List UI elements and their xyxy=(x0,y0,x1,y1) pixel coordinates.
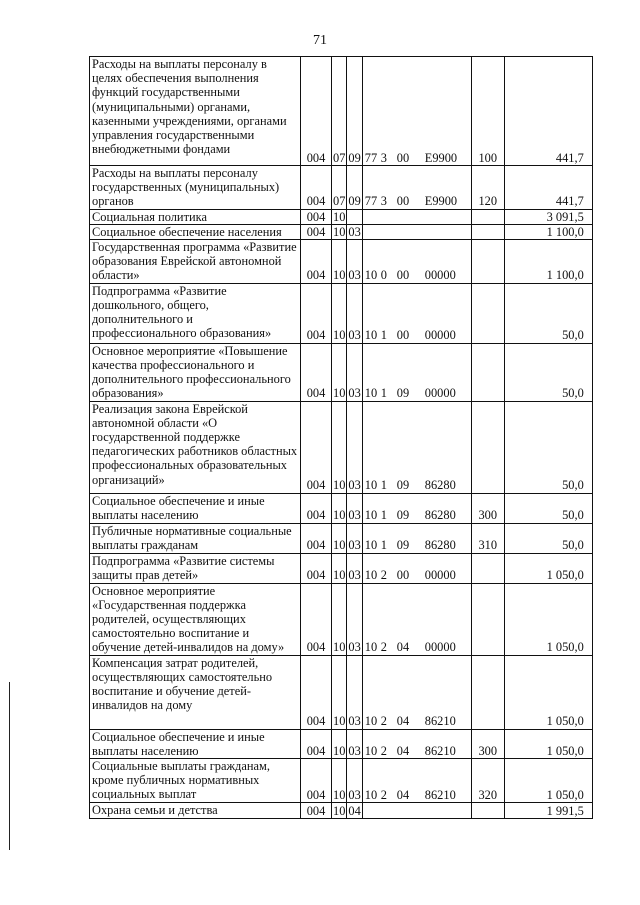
expense-type-cell xyxy=(471,401,504,493)
program-code-part: 09 xyxy=(396,386,410,401)
row-name-cell: Социальные выплаты гражданам, кроме публичных нормативных социальных выплат xyxy=(90,759,301,803)
admin-code-cell: 004 xyxy=(301,224,332,239)
subsection-code-cell: 04 xyxy=(348,803,361,818)
program-code-part: 09 xyxy=(396,508,410,523)
section-code-cell: 10 xyxy=(332,553,347,583)
program-code-part: 10 xyxy=(364,640,378,655)
expense-type-cell xyxy=(471,583,504,655)
program-code-part: 10 xyxy=(364,268,378,283)
section-code-cell: 10 xyxy=(332,283,347,343)
amount-cell: 1 991,5 xyxy=(504,803,592,819)
amount-cell: 50,0 xyxy=(504,343,592,401)
expense-type-cell xyxy=(471,283,504,343)
table-row xyxy=(90,493,593,523)
program-code-cell xyxy=(362,401,471,493)
row-name-cell: Подпрограмма «Развитие системы защиты прав детей» xyxy=(90,553,301,583)
program-code-part: 10 xyxy=(364,743,378,758)
amount-cell: 50,0 xyxy=(504,283,592,343)
admin-code-cell: 004 xyxy=(301,283,332,343)
subsection-code-cell: 03 xyxy=(347,283,362,343)
program-code-part: 00000 xyxy=(424,568,456,583)
table-row xyxy=(90,240,593,284)
program-code-part: Е9900 xyxy=(424,150,458,165)
expense-type-cell: 300 xyxy=(471,729,504,758)
program-code-cell xyxy=(362,224,471,239)
program-code-part: 09 xyxy=(396,478,410,493)
amount-cell: 50,0 xyxy=(504,401,592,493)
program-code-cell xyxy=(362,493,471,523)
expense-type-cell xyxy=(471,240,504,284)
table-row xyxy=(90,759,593,803)
program-code-part: 1 xyxy=(380,328,387,343)
program-code-part: 86210 xyxy=(424,787,456,802)
program-code-part: 0 xyxy=(380,268,387,283)
section-code-cell: 10 xyxy=(332,493,347,523)
program-code-part: 1 xyxy=(380,538,387,553)
table-row xyxy=(90,57,593,166)
program-code-part: 86210 xyxy=(424,743,456,758)
expense-type-cell xyxy=(471,343,504,401)
row-name-cell: Социальная политика xyxy=(90,209,301,224)
expense-type-cell: 120 xyxy=(471,166,504,210)
amount-cell: 1 100,0 xyxy=(504,224,592,239)
subsection-code-cell: 09 xyxy=(347,57,362,166)
expense-type-cell xyxy=(471,803,504,819)
section-code-cell: 10 xyxy=(333,224,346,239)
table-row xyxy=(90,401,593,493)
section-code-cell: 10 xyxy=(332,583,347,655)
amount-cell: 50,0 xyxy=(504,523,592,553)
admin-code-cell: 004 xyxy=(301,729,332,758)
program-code-cell xyxy=(362,166,471,210)
section-code-cell: 10 xyxy=(332,729,347,758)
subsection-code-cell: 03 xyxy=(347,493,362,523)
expense-type-cell: 310 xyxy=(471,523,504,553)
subsection-code-cell: 03 xyxy=(347,240,362,284)
program-code-part: 10 xyxy=(364,508,378,523)
table-row xyxy=(90,655,593,729)
admin-code-cell: 004 xyxy=(301,57,332,166)
program-code-cell xyxy=(362,240,471,284)
row-name-cell: Публичные нормативные социальные выплаты гражданам xyxy=(90,523,301,553)
subsection-code-cell: 03 xyxy=(347,343,362,401)
budget-table xyxy=(89,56,593,819)
program-code-part: 04 xyxy=(396,640,410,655)
program-code-part: 00000 xyxy=(424,386,456,401)
row-name-cell: Компенсация затрат родителей, осуществляющих самостоятельно воспитание и обучение детей-инвалидов на дому xyxy=(90,655,301,729)
section-code-cell: 10 xyxy=(332,343,347,401)
margin-line xyxy=(9,682,10,850)
expense-type-cell: 300 xyxy=(471,493,504,523)
amount-cell: 1 100,0 xyxy=(504,240,592,284)
subsection-code-cell: 03 xyxy=(347,401,362,493)
amount-cell: 1 050,0 xyxy=(504,655,592,729)
program-code-part: 10 xyxy=(364,714,378,729)
row-name-cell: Подпрограмма «Развитие дошкольного, общего, дополнительного и профессионального образования» xyxy=(90,283,301,343)
program-code-part: 3 xyxy=(380,194,387,209)
expense-type-cell xyxy=(471,224,504,239)
program-code-part: 09 xyxy=(396,538,410,553)
table-row xyxy=(90,209,593,224)
program-code-part: 2 xyxy=(380,568,387,583)
row-name-cell: Охрана семьи и детства xyxy=(90,803,301,819)
admin-code-cell: 004 xyxy=(301,343,332,401)
admin-code-cell: 004 xyxy=(301,240,332,284)
program-code-part: 00000 xyxy=(424,328,456,343)
program-code-part: 3 xyxy=(380,150,387,165)
subsection-code-cell: 09 xyxy=(347,166,362,210)
admin-code-cell: 004 xyxy=(301,655,332,729)
program-code-part: 2 xyxy=(380,743,387,758)
subsection-code-cell: 03 xyxy=(347,655,362,729)
subsection-code-cell: 03 xyxy=(347,729,362,758)
admin-code-cell: 004 xyxy=(301,209,332,224)
section-code-cell: 10 xyxy=(332,240,347,284)
amount-cell: 1 050,0 xyxy=(504,583,592,655)
section-code-cell: 10 xyxy=(332,401,347,493)
program-code-part: 2 xyxy=(380,787,387,802)
program-code-part: 00000 xyxy=(424,268,456,283)
table-row xyxy=(90,729,593,758)
admin-code-cell: 004 xyxy=(301,401,332,493)
admin-code-cell: 004 xyxy=(301,553,332,583)
amount-cell: 3 091,5 xyxy=(504,209,592,224)
table-row xyxy=(90,523,593,553)
page-number: 71 xyxy=(313,33,327,48)
admin-code-cell: 004 xyxy=(301,166,332,210)
subsection-code-cell: 03 xyxy=(347,759,362,803)
row-name-cell: Социальное обеспечение и иные выплаты населению xyxy=(90,729,301,758)
table-row xyxy=(90,583,593,655)
section-code-cell: 10 xyxy=(332,655,347,729)
program-code-part: 77 xyxy=(364,194,378,209)
program-code-part: 86210 xyxy=(424,714,456,729)
program-code-cell xyxy=(362,729,471,758)
admin-code-cell: 004 xyxy=(301,583,332,655)
expense-type-cell xyxy=(471,655,504,729)
program-code-cell xyxy=(362,655,471,729)
subsection-code-cell xyxy=(347,209,362,224)
section-code-cell: 10 xyxy=(332,523,347,553)
admin-code-cell: 004 xyxy=(301,523,332,553)
program-code-part: 10 xyxy=(364,787,378,802)
program-code-part: 10 xyxy=(364,568,378,583)
program-code-part: Е9900 xyxy=(424,194,458,209)
table-row xyxy=(90,553,593,583)
program-code-part: 1 xyxy=(380,478,387,493)
amount-cell: 1 050,0 xyxy=(504,759,592,803)
expense-type-cell xyxy=(471,209,504,224)
subsection-code-cell: 03 xyxy=(348,224,361,239)
program-code-part: 86280 xyxy=(424,478,456,493)
program-code-part: 86280 xyxy=(424,508,456,523)
amount-cell: 441,7 xyxy=(504,57,592,166)
program-code-part: 86280 xyxy=(424,538,456,553)
expense-type-cell: 100 xyxy=(471,57,504,166)
program-code-part: 00 xyxy=(396,194,410,209)
program-code-part: 10 xyxy=(364,478,378,493)
program-code-part: 77 xyxy=(364,150,378,165)
row-name-cell: Государственная программа «Развитие образования Еврейской автономной области» xyxy=(90,240,301,284)
program-code-part: 00 xyxy=(396,150,410,165)
amount-cell: 50,0 xyxy=(504,493,592,523)
table-row xyxy=(90,283,593,343)
admin-code-cell: 004 xyxy=(301,493,332,523)
section-code-cell: 10 xyxy=(333,209,346,224)
amount-cell: 1 050,0 xyxy=(504,729,592,758)
program-code-cell xyxy=(362,343,471,401)
program-code-part: 04 xyxy=(396,787,410,802)
program-code-part: 10 xyxy=(364,386,378,401)
program-code-part: 00000 xyxy=(424,640,456,655)
program-code-cell xyxy=(362,283,471,343)
section-code-cell: 10 xyxy=(332,759,347,803)
program-code-part: 04 xyxy=(396,714,410,729)
program-code-part: 04 xyxy=(396,743,410,758)
program-code-cell xyxy=(362,57,471,166)
table-row xyxy=(90,166,593,210)
program-code-cell xyxy=(362,523,471,553)
amount-cell: 1 050,0 xyxy=(504,553,592,583)
table-row xyxy=(90,224,593,239)
program-code-cell xyxy=(362,209,471,224)
row-name-cell: Реализация закона Еврейской автономной области «О государственной поддержке педагогических работников областных профессиональных образовательных организаций» xyxy=(90,401,301,493)
row-name-cell: Основное мероприятие «Повышение качества профессионального и дополнительного профессионального образования» xyxy=(90,343,301,401)
row-name-cell: Социальное обеспечение и иные выплаты населению xyxy=(90,493,301,523)
section-code-cell: 10 xyxy=(333,803,346,818)
expense-type-cell: 320 xyxy=(471,759,504,803)
row-name-cell: Социальное обеспечение населения xyxy=(90,224,301,239)
row-name-cell: Расходы на выплаты персоналу в целях обеспечения выполнения функций государственными (муниципальными) органами, казенными учреждениями, органами управления государственными внебюджетными фондами xyxy=(90,57,301,166)
subsection-code-cell: 03 xyxy=(347,523,362,553)
row-name-cell: Основное мероприятие «Государственная поддержка родителей, осуществляющих самостоятельно воспитание и обучение детей-инвалидов на дому» xyxy=(90,583,301,655)
table-row xyxy=(90,803,593,819)
expense-type-cell xyxy=(471,553,504,583)
program-code-part: 2 xyxy=(380,714,387,729)
table-row xyxy=(90,343,593,401)
section-code-cell: 07 xyxy=(332,57,347,166)
program-code-part: 1 xyxy=(380,508,387,523)
program-code-part: 2 xyxy=(380,640,387,655)
admin-code-cell: 004 xyxy=(301,803,332,819)
program-code-cell xyxy=(362,759,471,803)
admin-code-cell: 004 xyxy=(301,759,332,803)
program-code-part: 1 xyxy=(380,386,387,401)
program-code-cell xyxy=(362,803,471,819)
amount-cell: 441,7 xyxy=(504,166,592,210)
subsection-code-cell: 03 xyxy=(347,583,362,655)
program-code-cell xyxy=(362,553,471,583)
program-code-part: 00 xyxy=(396,268,410,283)
row-name-cell: Расходы на выплаты персоналу государственных (муниципальных) органов xyxy=(90,166,301,210)
program-code-part: 10 xyxy=(364,538,378,553)
program-code-part: 00 xyxy=(396,328,410,343)
section-code-cell: 07 xyxy=(332,166,347,210)
subsection-code-cell: 03 xyxy=(347,553,362,583)
program-code-cell xyxy=(362,583,471,655)
program-code-part: 00 xyxy=(396,568,410,583)
program-code-part: 10 xyxy=(364,328,378,343)
